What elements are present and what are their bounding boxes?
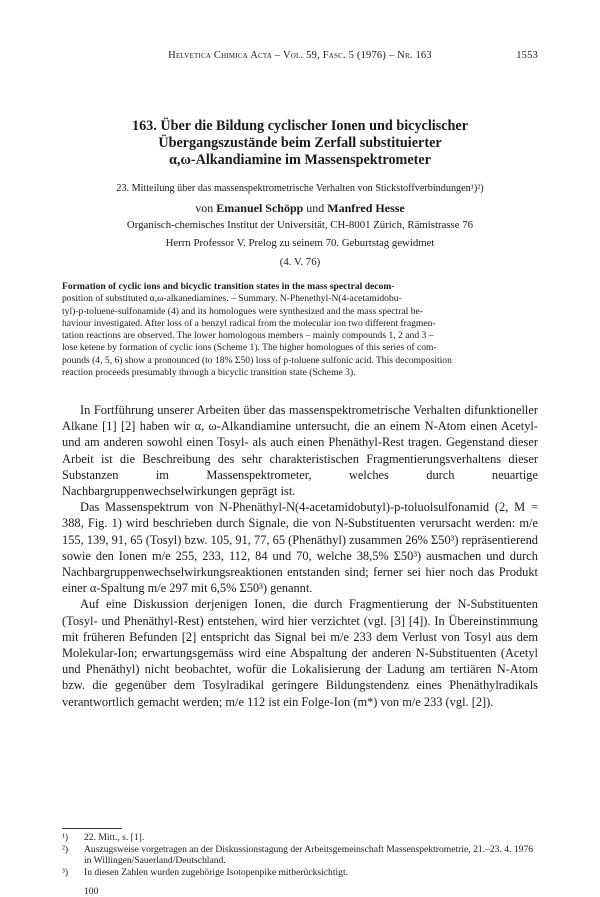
footnote-text: In diesen Zahlen wurden zugehörige Isotopenpike mitberücksichtigt. — [84, 866, 349, 878]
title-line: 163. Über die Bildung cyclischer Ionen und bicyclischer — [131, 118, 469, 134]
authors-prefix: von — [195, 201, 214, 215]
summary-line: Formation of cyclic ions and bicyclic transition states in the mass spectral decom- — [62, 281, 395, 292]
folio-number: 100 — [84, 886, 99, 897]
journal-citation: Helvetica Chimica Acta – Vol. 59, Fasc. 5 (1976) – Nr. 163 — [168, 50, 432, 61]
summary-line: pounds (4, 5, 6) show a pronounced (to 18% Σ50) loss of p-toluene sulfonic acid. This decomposition — [62, 354, 452, 366]
article-title — [62, 118, 538, 169]
footnote-text: Auszugsweise vorgetragen an der Diskussionstagung der Arbeitsgemeinschaft Massenspektrometrie, 21.–23. 4. 1976 in Willingen/Sauerland/Deutschland. — [84, 843, 534, 866]
footnote — [62, 867, 538, 879]
authors-and: und — [306, 201, 325, 215]
summary-line: haviour investigated. After loss of a benzyl radical from the molecular ion two different fragmen- — [62, 317, 436, 329]
footnote-mark: ¹) — [62, 832, 69, 843]
summary-line: reaction proceeds presumably through a bicyclic transition state (Scheme 3). — [62, 367, 356, 379]
series-note: 23. Mitteilung über das massenspektrometrische Verhalten von Stickstoffverbindungen¹)²) — [116, 183, 484, 194]
summary-line: tyl)-p-toluene-sulfonamide (4) and its homologues were synthesized and the mass spectral be- — [62, 305, 423, 317]
author-name: Emanuel Schöpp — [216, 201, 304, 215]
summary-line: tation reactions are observed. The lower homologous members – mainly compounds 1, 2 and 3 – — [62, 330, 434, 342]
running-head — [62, 50, 538, 66]
title-line: Übergangszustände beim Zerfall substituierter — [158, 135, 442, 151]
author-line — [62, 201, 538, 216]
dedication: Herrn Professor V. Prelog zu seinem 70. Geburtstag gewidmet — [165, 237, 435, 249]
english-summary — [62, 281, 538, 379]
footnote-text: 22. Mitt., s. [1]. — [84, 832, 145, 843]
page-number: 1553 — [516, 50, 538, 61]
summary-line: position of substituted α,ω-alkanediamines. – Summary. N-Phenethyl-N(4-acetamidobu- — [62, 293, 402, 305]
footnote-rule — [62, 828, 122, 829]
body-paragraph: Auf eine Diskussion derjenigen Ionen, die durch Fragmentierung der N-Substituenten (Tosyl- und Phenäthyl-Rest) entstehen, wird hier verzichtet (vgl. [3] [4]). In Übereinstimmung mit früheren Befunden [2] entspricht das Signal bei m/e 233 dem Verlust von Tosyl aus dem Molekular-Ion; erwartungsgemäss wird eine Abspaltung der anderen N-Substituenten (Acetyl und Phenäthyl) nicht beobachtet, wofür die Lokalisierung der Ladung am tertiären N-Atom bzw. die gegenüber dem Tosylradikal geringere Bildungstendenz eines Phenäthylradikals verantwortlich gemacht werden; m/e 112 ist ein Folge-Ion (m*) von m/e 233 (vgl. [2]). — [62, 597, 538, 709]
summary-line: lose ketene by formation of cyclic ions (Scheme 1). The higher homologues of this series of com- — [62, 342, 437, 354]
footnotes — [62, 832, 538, 878]
footnote-mark: ³) — [62, 866, 69, 878]
footnote-mark: ²) — [62, 843, 69, 855]
title-line: α,ω-Alkandiamine im Massenspektrometer — [169, 152, 431, 168]
body-paragraph: Das Massenspektrum von N-Phenäthyl-N(4-acetamidobutyl)-p-toluolsulfonamid (2, M = 388, Fig. 1) wird beschrieben durch Signale, die von N-Substituenten verursacht werden: m/e 155, 139, 91, 65 (Tosyl) bzw. 105, 91, 77, 65 (Phenäthyl) zusammen 26% Σ50³) repräsentierend sowie den Ionen m/e 255, 233, 112, 84 und 70, welche 38,5% Σ50³) ausmachen und durch Nachbargruppenwechselwirkungsreaktionen entstanden sind; ferner sei hier noch das Produkt einer α-Spaltung m/e 297 mit 6,5% Σ50³) genannt. — [62, 500, 538, 596]
footnote — [62, 832, 538, 844]
body-paragraph: In Fortführung unserer Arbeiten über das massenspektrometrische Verhalten difunktioneller Alkane [1] [2] haben wir α, ω-Alkandiamine untersucht, die an einem N-Atom einen Acetyl- und am anderen sowohl einen Tosyl- als auch einen Phenäthyl-Rest tragen. Gegenstand dieser Arbeit ist die Beschreibung des sehr charakteristischen Fragmentierungsverhaltens dieser Substanzen im Massenspektrometer, welches durch neuartige Nachbargruppenwechselwirkungen geprägt ist. — [62, 403, 538, 499]
affiliation: Organisch-chemisches Institut der Universität, CH-8001 Zürich, Rämistrasse 76 — [126, 219, 474, 231]
received-date: (4. V. 76) — [279, 256, 321, 268]
body-text — [62, 402, 538, 710]
footnote — [62, 844, 538, 867]
author-name: Manfred Hesse — [327, 201, 405, 215]
